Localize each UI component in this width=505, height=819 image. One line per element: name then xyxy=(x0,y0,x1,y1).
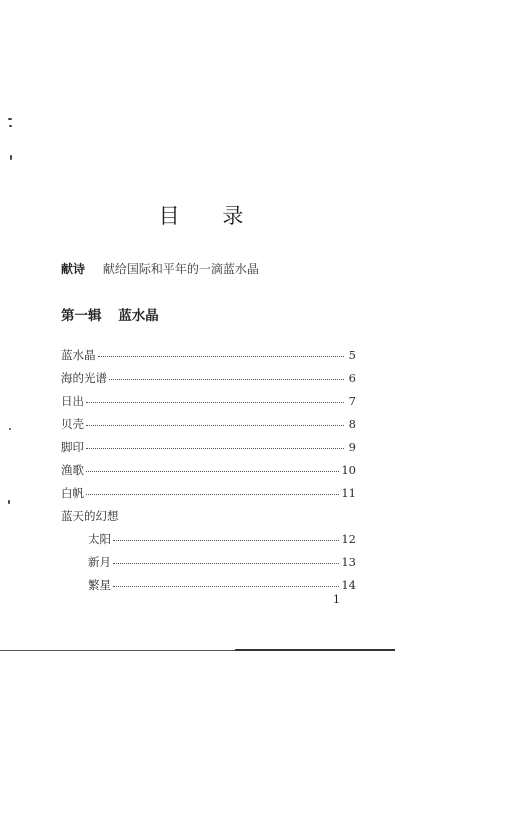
toc-entry-title: 新月 xyxy=(88,554,111,569)
dot-leader xyxy=(86,425,344,426)
dot-leader xyxy=(113,540,339,541)
page-title: 目 录 xyxy=(158,204,262,228)
dot-leader xyxy=(113,563,339,564)
scan-speck xyxy=(8,500,10,504)
toc-entry-title: 白帆 xyxy=(61,485,84,500)
toc-subentry[interactable] xyxy=(61,550,356,573)
toc-entry-page: 14 xyxy=(341,577,356,592)
dedication-line xyxy=(61,260,259,277)
table-of-contents xyxy=(61,343,356,596)
dot-leader xyxy=(86,471,339,472)
toc-entry-title: 繁星 xyxy=(88,577,111,592)
toc-subentry[interactable] xyxy=(61,573,356,596)
scan-speck xyxy=(8,118,12,120)
section-heading xyxy=(61,304,159,324)
dot-leader xyxy=(98,356,345,357)
toc-entry-title: 渔歌 xyxy=(61,462,84,477)
toc-entry-page: 5 xyxy=(348,347,356,362)
toc-entry-page: 10 xyxy=(341,462,356,477)
toc-entry-page: 12 xyxy=(341,531,356,546)
page-edge-line xyxy=(235,649,395,651)
section-number: 第一辑 xyxy=(61,308,102,324)
toc-entry-title: 脚印 xyxy=(61,439,84,454)
toc-entry-page: 9 xyxy=(348,439,356,454)
scan-speck xyxy=(9,125,12,127)
toc-entry[interactable] xyxy=(61,366,356,389)
toc-group-heading[interactable] xyxy=(61,504,356,527)
toc-entry-title: 海的光谱 xyxy=(61,370,107,385)
toc-entry[interactable] xyxy=(61,343,356,366)
toc-entry[interactable] xyxy=(61,481,356,504)
scan-speck xyxy=(9,428,11,430)
toc-entry-page: 7 xyxy=(348,393,356,408)
page-edge-line xyxy=(0,650,240,651)
dedication-text: 献给国际和平年的一滴蓝水晶 xyxy=(102,262,259,276)
dot-leader xyxy=(86,494,339,495)
toc-entry-page: 11 xyxy=(341,485,356,500)
toc-entry-title: 贝壳 xyxy=(61,416,84,431)
toc-entry-page: 13 xyxy=(341,554,356,569)
toc-entry[interactable] xyxy=(61,412,356,435)
dedication-label: 献诗 xyxy=(61,262,86,276)
toc-subentry[interactable] xyxy=(61,527,356,550)
toc-entry[interactable] xyxy=(61,435,356,458)
toc-entry-page: 6 xyxy=(348,370,356,385)
dot-leader xyxy=(86,402,344,403)
dot-leader xyxy=(86,448,344,449)
dot-leader xyxy=(113,586,339,587)
toc-entry-title: 日出 xyxy=(61,393,84,408)
dot-leader xyxy=(109,379,344,380)
scan-speck xyxy=(10,155,12,160)
toc-entry[interactable] xyxy=(61,458,356,481)
toc-entry-title: 蓝水晶 xyxy=(61,347,96,362)
section-name: 蓝水晶 xyxy=(118,308,159,324)
page-number: 1 xyxy=(333,593,340,606)
toc-entry[interactable] xyxy=(61,389,356,412)
toc-entry-page: 8 xyxy=(348,416,356,431)
toc-entry-title: 蓝天的幻想 xyxy=(61,508,119,523)
toc-entry-title: 太阳 xyxy=(88,531,111,546)
